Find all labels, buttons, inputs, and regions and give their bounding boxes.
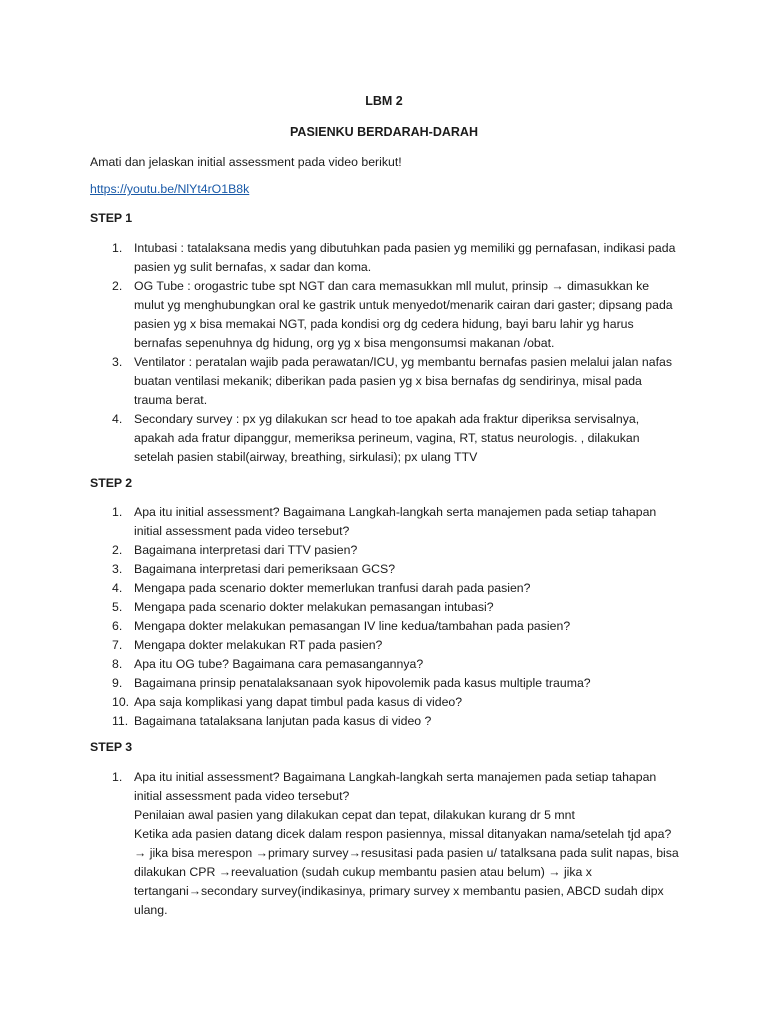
instruction-text: Amati dan jelaskan initial assessment pada video berikut!: [90, 155, 402, 169]
step1-list: [90, 239, 680, 467]
answer-text: Penilaian awal pasien yang dilakukan cepat dan tepat, dilakukan kurang dr 5 mnt: [134, 808, 575, 822]
list-item: 2. OG Tube : orogastric tube spt NGT dan cara memasukkan mll mulut, prinsip → dimasukkan ke mulut yg menghubungkan oral ke gastrik untuk menyedot/menarik cairan dari gaster; dipsang pada pasien yg x bisa memakai NGT, pada kondisi org dg cedera hidung, bayi baru lahir yg harus bernafas sepenuhnya dg hidung, org yg x bisa mengonsumsi makanan /obat.: [112, 279, 673, 350]
list-item: 4. Secondary survey : px yg dilakukan scr head to toe apakah ada fraktur diperiksa servisalnya, apakah ada fratur dipanggur, memeriksa perineum, vagina, RT, status neurologis. , dilakukan setelah pasien stabil(airway, breathing, sirkulasi); px ulang TTV: [112, 412, 640, 464]
document-subtitle: PASIENKU BERDARAH-DARAH: [290, 125, 478, 139]
list-item: 7. Mengapa dokter melakukan RT pada pasien?: [112, 638, 383, 652]
step1-heading: STEP 1: [90, 211, 133, 225]
list-item: 2. Bagaimana interpretasi dari TTV pasien?: [112, 543, 358, 557]
list-item: 3. Ventilator : peratalan wajib pada perawatan/ICU, yg membantu bernafas pasien melalui jalan nafas buatan ventilasi mekanik; diberikan pada pasien yg x bisa bernafas dg sendirinya, misal pada trauma berat.: [112, 355, 672, 407]
answer-text: Ketika ada pasien datang dicek dalam respon pasiennya, missal ditanyakan nama/setelah tjd apa? → jika bisa merespon →primary survey→resusitasi pada pasien u/ tatalksana pada sulit napas, bisa dilakukan CPR →reevaluation (sudah cukup membantu pasien atau belum) → jika x tertangani→secondary survey(indikasinya, primary survey x membantu pasien, ABCD sudah dipx ulang.: [134, 827, 679, 917]
list-item: 11. Bagaimana tatalaksana lanjutan pada kasus di video ?: [112, 714, 432, 728]
list-item: 5. Mengapa pada scenario dokter melakukan pemasangan intubasi?: [112, 600, 494, 614]
step2-heading: STEP 2: [90, 476, 133, 490]
list-item: 10. Apa saja komplikasi yang dapat timbul pada kasus di video?: [112, 695, 463, 709]
video-link[interactable]: https://youtu.be/NlYt4rO1B8k: [90, 182, 250, 196]
list-item: 1. Apa itu initial assessment? Bagaimana Langkah-langkah serta manajemen pada setiap tahapan initial assessment pada video tersebut?: [112, 505, 657, 538]
list-item: 1. Apa itu initial assessment? Bagaimana Langkah-langkah serta manajemen pada setiap tahapan initial assessment pada video tersebut? Penilaian awal pasien yang dilakukan cepat dan tepat, dilakukan kurang dr 5 mnt Ketika ada pasien datang dicek dalam respon pasiennya, missal ditanyakan nama/setelah tjd apa? → jika bisa merespon →primary survey→resusitasi pada pasien u/ tatalksana pada sulit napas, bisa dilakukan CPR →reevaluation (sudah cukup membantu pasien atau belum) → jika x tertangani→secondary survey(indikasinya, primary survey x membantu pasien, ABCD sudah dipx ulang.: [90, 768, 680, 920]
list-item: 1. Intubasi : tatalaksana medis yang dibutuhkan pada pasien yg memiliki gg pernafasan, indikasi pada pasien yg sulit bernafas, x sadar dan koma.: [112, 241, 676, 274]
list-item: 3. Bagaimana interpretasi dari pemeriksaan GCS?: [112, 562, 396, 576]
list-item: 9. Bagaimana prinsip penatalaksanaan syok hipovolemik pada kasus multiple trauma?: [112, 676, 591, 690]
list-item: 6. Mengapa dokter melakukan pemasangan IV line kedua/tambahan pada pasien?: [112, 619, 571, 633]
list-item: 4. Mengapa pada scenario dokter memerlukan tranfusi darah pada pasien?: [112, 581, 531, 595]
step3-list: [90, 768, 680, 920]
document-title: LBM 2: [365, 94, 403, 108]
step2-list: [90, 503, 680, 731]
step3-heading: STEP 3: [90, 740, 133, 754]
list-item: 8. Apa itu OG tube? Bagaimana cara pemasangannya?: [112, 657, 424, 671]
